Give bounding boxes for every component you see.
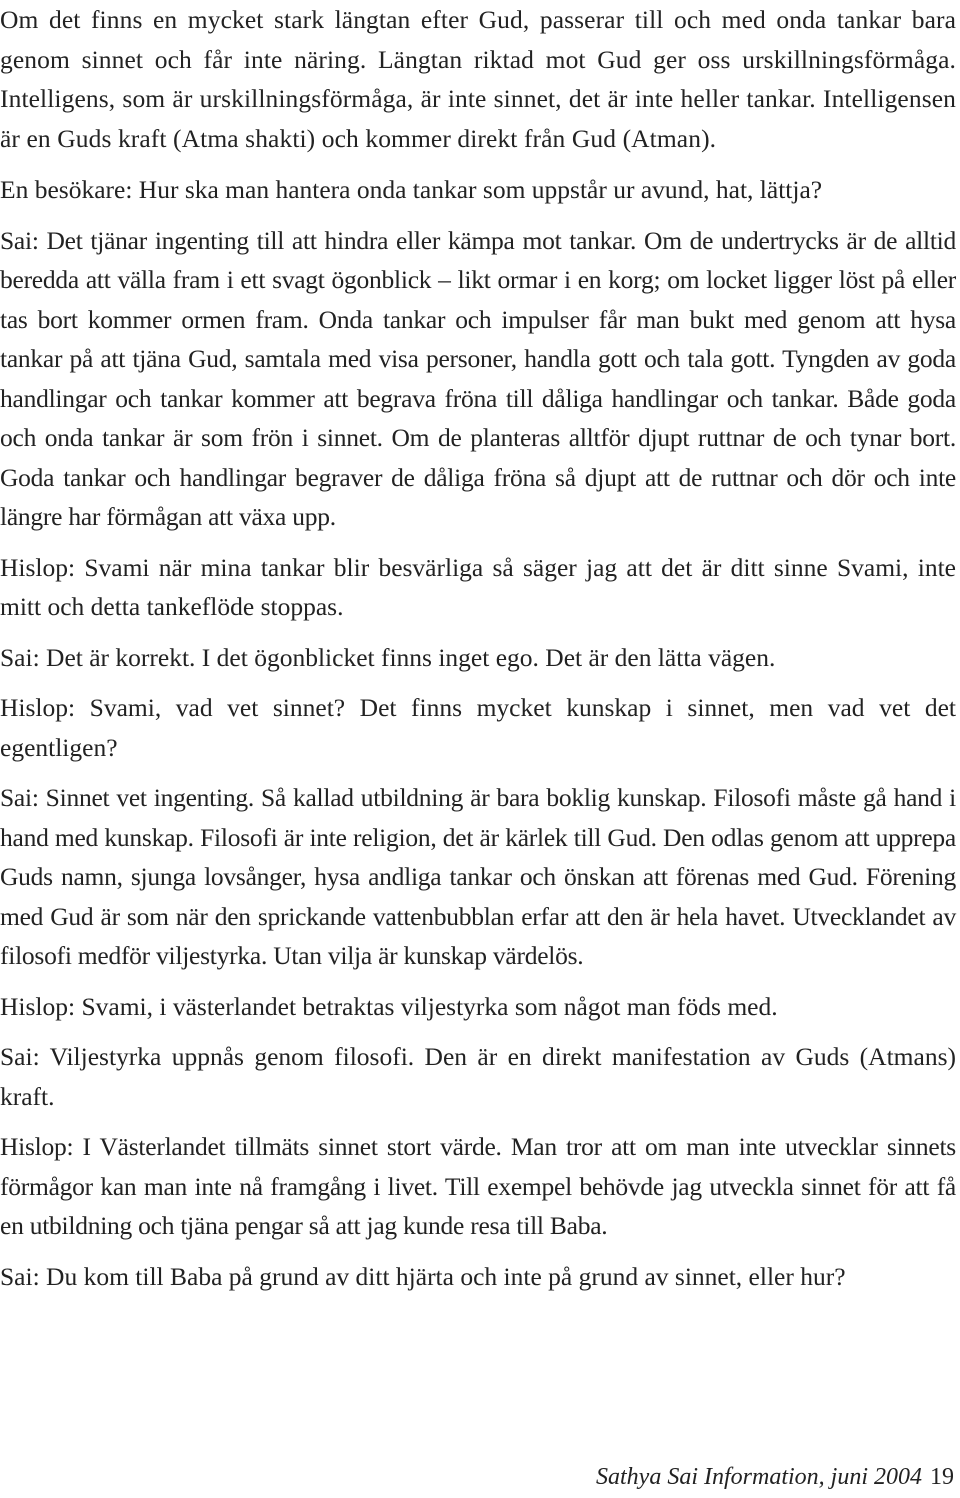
paragraph-text: Hur ska man hantera onda tankar som uppstår ur avund, hat, lättja? <box>132 175 823 204</box>
speaker-label: En besökare: <box>0 175 133 204</box>
speaker-label: Hislop: <box>0 991 76 1021</box>
paragraph-text: I Västerlandet tillmäts sinnet stort värde. Man tror att om man inte utvecklar sinnets förmågor kan man inte nå framgång i livet. Till exempel behövde jag utveckla sinnet för att få en utbildning och tjäna pengar så att jag kunde resa till Baba. <box>0 1132 956 1240</box>
paragraph-text: Om det finns en mycket stark längtan efter Gud, passerar till och med onda tankar bara genom sinnet och får inte näring. Längtan riktad mot Gud ger oss urskillningsförmåga. Intelligens, som är urskillningsförmåga, är inte sinnet, det är inte heller tankar. Intelligensen är en Guds kraft (Atma shakti) och kommer direkt från Gud (Atman). <box>0 5 956 153</box>
paragraph-text: Svami, i västerlandet betraktas viljestyrka som något man föds med. <box>75 991 778 1021</box>
paragraph-text: Det är korrekt. I det ögonblicket finns inget ego. Det är den lätta vägen. <box>39 642 776 672</box>
speaker-label: Sai: <box>0 642 40 672</box>
paragraph-visitor-question <box>0 170 956 210</box>
paragraph-sai-answer <box>0 638 956 678</box>
speaker-label: Hislop: <box>0 1132 74 1161</box>
paragraph-hislop-question <box>0 688 956 767</box>
page-number: 19 <box>930 1464 954 1490</box>
paragraph-sai-question <box>0 1257 956 1297</box>
paragraph-hislop-statement <box>0 548 956 627</box>
speaker-label: Sai: <box>0 1042 40 1071</box>
speaker-label: Hislop: <box>0 693 76 722</box>
paragraph-sai-answer <box>0 221 956 537</box>
speaker-label: Sai: <box>0 1261 40 1291</box>
speaker-label: Sai: <box>0 225 39 255</box>
paragraph-text: Viljestyrka uppnås genom filosofi. Den är en direkt manifestation av Guds (Atmans) kraft. <box>0 1042 956 1111</box>
speaker-label: Sai: <box>0 783 39 812</box>
paragraph-text: Du kom till Baba på grund av ditt hjärta och inte på grund av sinnet, eller hur? <box>39 1261 846 1291</box>
paragraph-hislop-statement <box>0 1127 956 1246</box>
paragraph-intro <box>0 0 956 158</box>
paragraph-text: Sinnet vet ingenting. Så kallad utbildning är bara boklig kunskap. Filosofi måste gå hand i hand med kunskap. Filosofi är inte religion, det är kärlek till Gud. Den odlas genom att upprepa Guds namn, sjunga lovsånger, hysa andliga tankar och önskan att förenas med Gud. Förening med Gud är som när den sprickande vattenbubblan erfar att den är hela havet. Utvecklandet av filosofi medför viljestyrka. Utan vilja är kunskap värdelös. <box>0 783 956 970</box>
paragraph-text: Svami när mina tankar blir besvärliga så säger jag att det är ditt sinne Svami, inte mitt och detta tankeflöde stoppas. <box>0 552 956 621</box>
paragraph-sai-answer <box>0 1037 956 1116</box>
paragraph-text: Svami, vad vet sinnet? Det finns mycket kunskap i sinnet, men vad vet det egentligen? <box>0 693 956 762</box>
publication-name: Sathya Sai Information, juni 2004 <box>596 1464 922 1490</box>
speaker-label: Hislop: <box>0 552 76 582</box>
page-footer <box>596 1462 954 1492</box>
paragraph-hislop-statement <box>0 987 956 1027</box>
paragraph-text: Det tjänar ingenting till att hindra eller kämpa mot tankar. Om de undertrycks är de alltid beredda att välla fram i ett svagt ögonblick – likt ormar i en korg; om locket ligger löst på eller tas bort kommer ormen fram. Onda tankar och impulser får man bukt med genom att hysa tankar på att tjäna Gud, samtala med visa personer, handla gott och tala gott. Tyngden av goda handlingar och tankar kommer att begrava fröna till dåliga handlingar och tankar. Både goda och onda tankar är som frön i sinnet. Om de planteras alltför djupt ruttnar de och tynar bort. Goda tankar och handlingar begraver de dåliga fröna så djupt att de ruttnar och dör och inte längre har förmågan att växa upp. <box>0 225 956 531</box>
paragraph-sai-answer <box>0 778 956 976</box>
